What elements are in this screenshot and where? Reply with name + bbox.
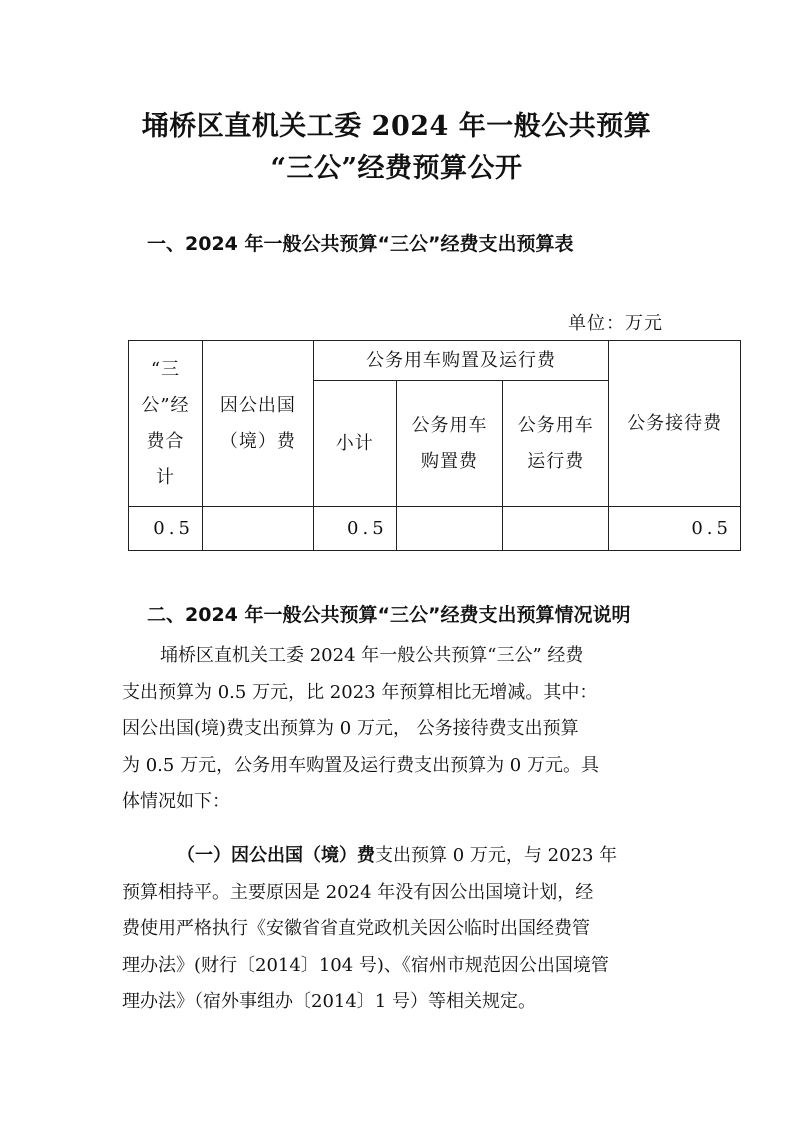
header-vehicle-operation <box>503 381 609 507</box>
value-purchase <box>396 507 503 551</box>
paragraph-line: 因公出国(境)费支出预算为 0 万元， 公务接待费支出预算 <box>122 718 579 739</box>
header-reception: 公务接待费 <box>609 341 741 507</box>
explanation-paragraph <box>122 638 682 821</box>
header-abroad <box>202 341 313 507</box>
paragraph-line: 理办法》(财行〔2014〕104 号)、《宿州市规范因公出国境管 <box>122 954 609 976</box>
section2-heading: 二、2024 年一般公共预算“三公”经费支出预算情况说明 <box>147 604 631 626</box>
header-operation-line: 公务用车 <box>517 414 594 436</box>
unit-label: 单位：万元 <box>568 313 663 334</box>
subsection-heading: （一）因公出国（境）费 <box>177 845 375 866</box>
paragraph-line: 为 0.5 万元，公务用车购置及运行费支出预算为 0 万元。具 <box>122 754 599 776</box>
value-abroad <box>202 507 313 551</box>
header-total <box>129 341 203 507</box>
paragraph-first-line <box>122 838 682 875</box>
header-purchase-line: 公务用车 <box>411 414 488 436</box>
header-total-line: 费合 <box>146 430 185 452</box>
paragraph-line: 体情况如下： <box>122 791 230 812</box>
paragraph-line: 费使用严格执行《安徽省省直党政机关因公临时出国经费管 <box>122 918 590 939</box>
paragraph-text: 支出预算 0 万元，与 2023 年 <box>375 845 618 866</box>
budget-table <box>128 340 741 551</box>
header-total-line: 计 <box>155 466 175 488</box>
header-total-line: “三 <box>150 358 181 380</box>
section1-heading: 一、2024 年一般公共预算“三公”经费支出预算表 <box>147 233 574 255</box>
value-operation <box>503 507 609 551</box>
value-total: 0.5 <box>129 507 203 551</box>
abroad-paragraph <box>122 838 682 1021</box>
paragraph-line: 埇桥区直机关工委 2024 年一般公共预算“三公” 经费 <box>160 645 584 666</box>
header-abroad-line: 因公出国 <box>219 394 296 416</box>
header-operation-line: 运行费 <box>527 450 585 472</box>
header-total-line: 公”经 <box>141 394 190 416</box>
header-subtotal: 小计 <box>313 381 396 507</box>
header-abroad-line: （境）费 <box>219 430 296 452</box>
paragraph-line: 预算相持平。主要原因是 2024 年没有因公出国境计划，经 <box>122 881 594 903</box>
paragraph-line: 支出预算为 0.5 万元，比 2023 年预算相比无增减。其中： <box>122 681 598 703</box>
document-title-line1: 埇桥区直机关工委 2024 年一般公共预算 <box>141 111 652 142</box>
header-vehicle-group: 公务用车购置及运行费 <box>313 341 608 381</box>
paragraph-line: 理办法》（宿外事组办〔2014〕1 号）等相关规定。 <box>122 991 536 1012</box>
document-title-line2: “三公”经费预算公开 <box>270 153 523 184</box>
header-vehicle-purchase <box>396 381 503 507</box>
header-purchase-line: 购置费 <box>421 450 479 472</box>
value-subtotal: 0.5 <box>313 507 396 551</box>
value-reception: 0.5 <box>609 507 741 551</box>
